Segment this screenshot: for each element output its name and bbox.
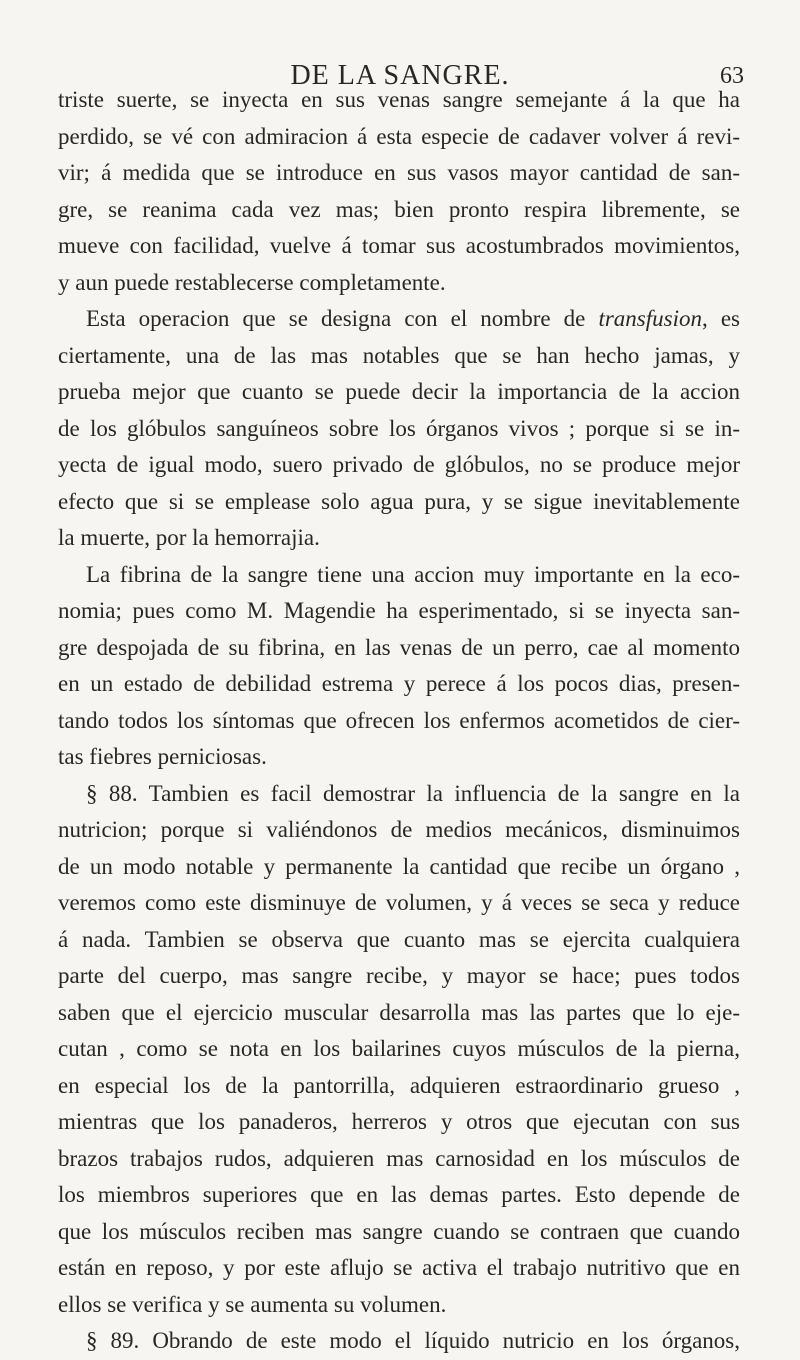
line-text: efecto que si se emplease solo agua pura, y se sigue inevitablemente — [58, 488, 740, 514]
text-line — [58, 82, 740, 119]
text-line — [58, 1177, 740, 1214]
text-line — [58, 338, 740, 375]
line-text: ciertamente, una de las mas notables que se han hecho jamas, y — [58, 342, 740, 368]
text-line — [58, 557, 740, 594]
text-line — [58, 885, 740, 922]
line-text: la muerte, por la hemorrajia. — [58, 525, 320, 550]
text-line — [58, 593, 740, 630]
text-line — [58, 374, 740, 411]
line-text: que los músculos reciben mas sangre cuando se contraen que cuando — [58, 1218, 740, 1244]
line-text: vir; á medida que se introduce en sus vasos mayor cantidad de san- — [58, 160, 740, 185]
text-line — [58, 849, 740, 886]
line-text: La fibrina de la sangre tiene una accion muy importante en la eco- — [86, 561, 740, 587]
text-line — [58, 411, 740, 448]
line-text: mientras que los panaderos, herreros y otros que ejecutan con sus — [58, 1109, 740, 1134]
italic-term: transfusion — [598, 306, 702, 331]
line-text: en un estado de debilidad estrema y perece á los pocos dias, presen- — [58, 671, 740, 696]
text-line — [58, 666, 740, 703]
line-text: de un modo notable y permanente la cantidad que recibe un órgano , — [58, 853, 740, 879]
text-line — [58, 739, 740, 776]
line-text: prueba mejor que cuanto se puede decir la importancia de la accion — [58, 379, 740, 404]
line-text: saben que el ejercicio muscular desarrolla mas las partes que lo eje- — [58, 999, 740, 1025]
running-title: DE LA SANGRE. — [290, 60, 510, 91]
text-line — [58, 922, 740, 959]
text-line — [58, 776, 740, 813]
text-line — [58, 484, 740, 521]
line-text: y aun puede restablecerse completamente. — [58, 269, 446, 295]
line-text: gre despojada de su fibrina, en las venas de un perro, cae al momento — [58, 634, 740, 660]
line-text: § 89. Obrando de este modo el líquido nutricio en los órganos, — [86, 1328, 740, 1353]
line-text: los miembros superiores que en las demas partes. Esto depende de — [58, 1182, 740, 1207]
text-line — [58, 995, 740, 1032]
text-line — [58, 1068, 740, 1105]
text-line — [58, 228, 740, 265]
line-text-after: , es — [701, 306, 740, 331]
text-line — [58, 265, 740, 302]
text-line — [58, 1250, 740, 1287]
line-text: de los glóbulos sanguíneos sobre los órganos vivos ; porque si se in- — [58, 415, 740, 441]
text-line — [58, 703, 740, 740]
text-line — [58, 630, 740, 667]
line-text: ellos se verifica y se aumenta su volumen. — [58, 1291, 447, 1317]
line-text: gre, se reanima cada vez mas; bien pronto respira libremente, se — [58, 196, 740, 222]
text-line — [58, 1104, 740, 1141]
text-line — [58, 155, 740, 192]
line-text: triste suerte, se inyecta en sus venas sangre semejante á la que ha — [58, 87, 740, 112]
line-text: yecta de igual modo, suero privado de glóbulos, no se produce mejor — [58, 452, 740, 477]
line-text: están en reposo, y por este aflujo se activa el trabajo nutritivo que en — [58, 1255, 740, 1280]
line-text: brazos trabajos rudos, adquieren mas carnosidad en los músculos de — [58, 1145, 740, 1171]
text-line — [58, 1214, 740, 1251]
line-text: en especial los de la pantorrilla, adquieren estraordinario grueso , — [58, 1072, 740, 1098]
body-text — [58, 82, 740, 1360]
text-line — [58, 1031, 740, 1068]
line-text: mueve con facilidad, vuelve á tomar sus acostumbrados movimientos, — [58, 233, 740, 258]
text-line — [58, 119, 740, 156]
line-text: tas fiebres perniciosas. — [58, 744, 267, 769]
line-text: veremos como este disminuye de volumen, y á veces se seca y reduce — [58, 890, 740, 915]
line-text: cutan , como se nota en los bailarines cuyos músculos de la pierna, — [58, 1036, 740, 1061]
text-line — [58, 1287, 740, 1324]
text-line — [58, 1141, 740, 1178]
line-text: parte del cuerpo, mas sangre recibe, y mayor se hace; pues todos — [58, 963, 740, 988]
text-line — [58, 958, 740, 995]
line-text: á nada. Tambien se observa que cuanto mas se ejercita cualquiera — [58, 926, 740, 952]
line-text: Esta operacion que se designa con el nombre de — [86, 306, 599, 331]
text-line — [58, 1323, 740, 1360]
line-text: nutricion; porque si valiéndonos de medios mecánicos, disminuimos — [58, 817, 740, 842]
line-text: perdido, se vé con admiracion á esta especie de cadaver volver á revi- — [58, 123, 740, 149]
text-line — [58, 301, 740, 338]
line-text: § 88. Tambien es facil demostrar la influencia de la sangre en la — [86, 780, 740, 806]
text-line — [58, 192, 740, 229]
text-line — [58, 812, 740, 849]
text-line — [58, 447, 740, 484]
page-number: 63 — [720, 63, 744, 89]
line-text: nomia; pues como M. Magendie ha esperimentado, si se inyecta san- — [58, 598, 740, 623]
line-text: tando todos los síntomas que ofrecen los enfermos acometidos de cier- — [58, 707, 740, 733]
text-line — [58, 520, 740, 557]
